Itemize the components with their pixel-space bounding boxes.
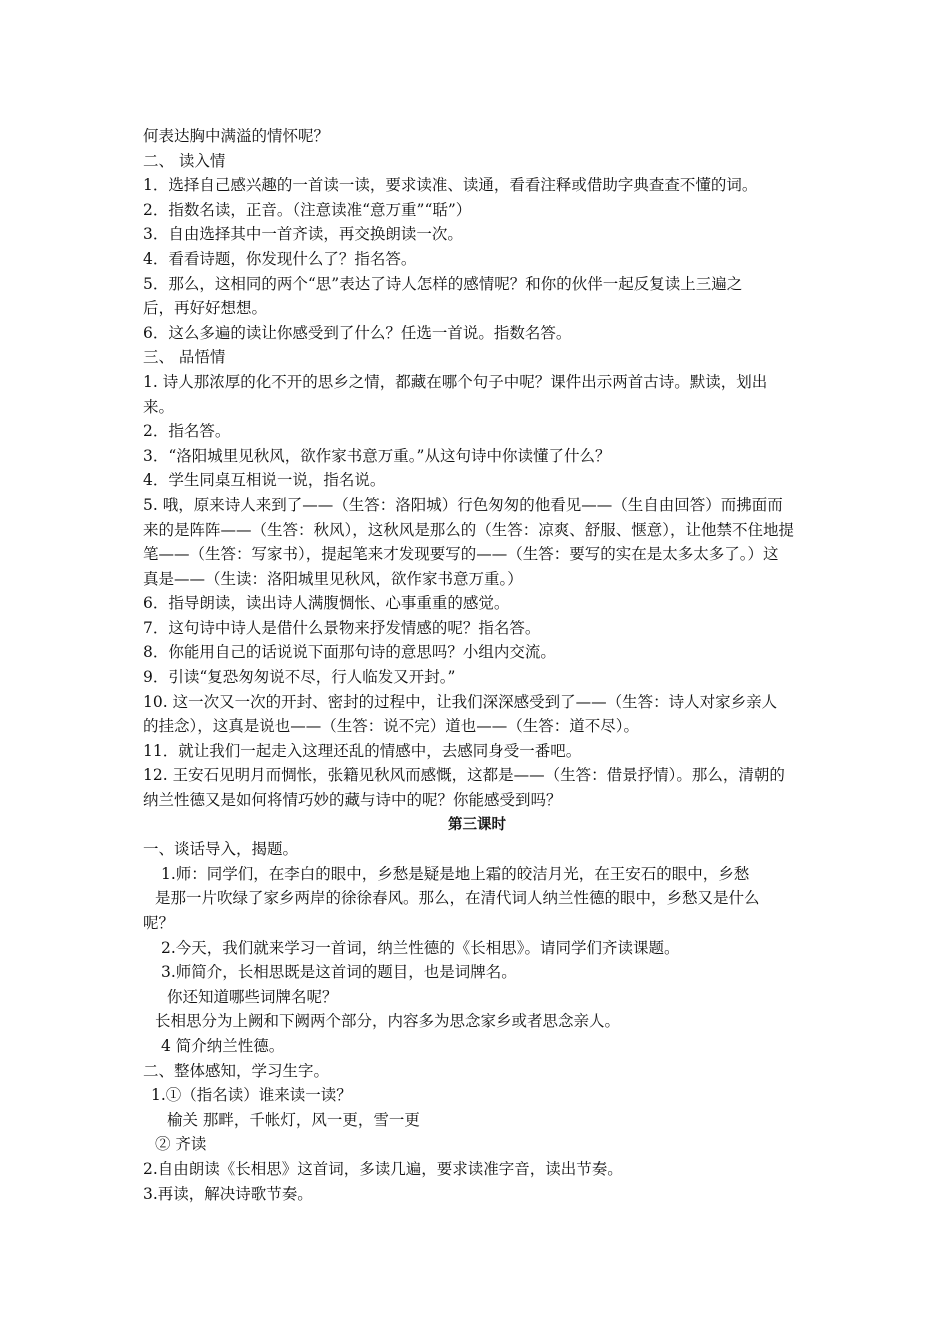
section-heading: 三、 品悟情 bbox=[143, 348, 226, 367]
text-line: 3.再读，解决诗歌节奏。 bbox=[143, 1184, 313, 1203]
text-line: 4 简介纳兰性德。 bbox=[161, 1036, 285, 1055]
text-line: 1.①（指名读）谁来读一读？ bbox=[151, 1086, 352, 1105]
text-line: 5. 哦，原来诗人来到了——（生答：洛阳城）行色匆匆的他看见——（生自由回答）而拂面而 bbox=[143, 495, 783, 514]
text-line: 2．指数名读，正音。（注意读准“意万重”“聒”） bbox=[143, 200, 472, 219]
text-line: 2.今天，我们就来学习一首词，纳兰性德的《长相思》。请同学们齐读课题。 bbox=[161, 938, 680, 957]
text-line: 1．选择自己感兴趣的一首读一读，要求读准、读通，看看注释或借助字典查查不懂的词。 bbox=[143, 176, 758, 195]
text-line: 4．学生同桌互相说一说，指名说。 bbox=[143, 471, 386, 490]
text-line: 2．指名答。 bbox=[143, 422, 231, 441]
text-line: 2.自由朗读《长相思》这首词，多读几遍，要求读准字音，读出节奏。 bbox=[143, 1159, 623, 1178]
text-line: 纳兰性德又是如何将情巧妙的藏与诗中的呢？你能感受到吗？ bbox=[143, 791, 562, 810]
text-line: 真是——（生读：洛阳城里见秋风，欲作家书意万重。） bbox=[143, 569, 523, 588]
text-line: 3.师简介，长相思既是这首词的题目，也是词牌名。 bbox=[161, 963, 517, 982]
text-line: 来。 bbox=[143, 397, 175, 416]
text-line: 5．那么，这相同的两个“思”表达了诗人怎样的感情呢？和你的伙伴一起反复读上三遍之 bbox=[143, 274, 743, 293]
document-body bbox=[143, 124, 811, 1206]
text-line: 是那一片吹绿了家乡两岸的徐徐春风。那么，在清代词人纳兰性德的眼中，乡愁又是什么 bbox=[155, 889, 760, 908]
section-heading: 二、整体感知，学习生字。 bbox=[143, 1061, 330, 1080]
text-line: 榆关 那畔，千帐灯，风一更，雪一更 bbox=[167, 1110, 420, 1129]
text-line: 3．自由选择其中一首齐读，再交换朗读一次。 bbox=[143, 225, 463, 244]
text-line: 9．引读“复恐匆匆说不尽，行人临发又开封。” bbox=[143, 668, 456, 687]
text-line: 3．“洛阳城里见秋风，欲作家书意万重。”从这句诗中你读懂了什么？ bbox=[143, 446, 611, 465]
text-line: 1. 诗人那浓厚的化不开的思乡之情，都藏在哪个句子中呢？课件出示两首古诗。默读，划出 bbox=[143, 372, 768, 391]
text-line: 10. 这一次又一次的开封、密封的过程中，让我们深深感受到了——（生答：诗人对家乡亲人 bbox=[143, 692, 778, 711]
section-heading: 一、谈话导入，揭题。 bbox=[143, 840, 299, 859]
text-line: 的挂念），这真是说也——（生答：说不完）道也——（生答：道不尽）。 bbox=[143, 717, 640, 736]
text-line: 后，再好好想想。 bbox=[143, 299, 268, 318]
text-line: 8．你能用自己的话说说下面那句诗的意思吗？小组内交流。 bbox=[143, 643, 556, 662]
text-line: 笔——（生答：写家书），提起笔来才发现要写的——（生答：要写的实在是太多太多了。）这 bbox=[143, 545, 779, 564]
text-line: 来的是阵阵——（生答：秋风），这秋风是那么的（生答：凉爽、舒服、惬意），让他禁不住地提 bbox=[143, 520, 795, 539]
text-line: 7．这句诗中诗人是借什么景物来抒发情感的呢？指名答。 bbox=[143, 618, 541, 637]
text-line: 何表达胸中满溢的情怀呢？ bbox=[143, 127, 330, 145]
lesson-title: 第三课时 bbox=[448, 816, 506, 833]
text-line: 6．指导朗读，读出诗人满腹惆怅、心事重重的感觉。 bbox=[143, 594, 510, 613]
text-line: ② 齐读 bbox=[155, 1135, 207, 1154]
text-line: 呢？ bbox=[143, 914, 175, 932]
text-line: 4．看看诗题，你发现什么了？指名答。 bbox=[143, 249, 417, 268]
section-heading: 二、 读入情 bbox=[143, 151, 226, 170]
text-line: 1.师：同学们，在李白的眼中，乡愁是疑是地上霜的皎洁月光，在王安石的眼中，乡愁 bbox=[161, 864, 750, 883]
text-line: 11．就让我们一起走入这理还乱的情感中，去感同身受一番吧。 bbox=[143, 741, 582, 760]
text-line: 12. 王安石见明月而惆怅，张籍见秋风而感慨，这都是——（生答：借景抒情）。那么，清朝的 bbox=[143, 766, 785, 785]
text-line: 6．这么多遍的读让你感受到了什么？任选一首说。指数名答。 bbox=[143, 323, 572, 342]
text-line: 长相思分为上阙和下阙两个部分，内容多为思念家乡或者思念亲人。 bbox=[155, 1012, 621, 1031]
text-line: 你还知道哪些词牌名呢？ bbox=[167, 987, 338, 1006]
